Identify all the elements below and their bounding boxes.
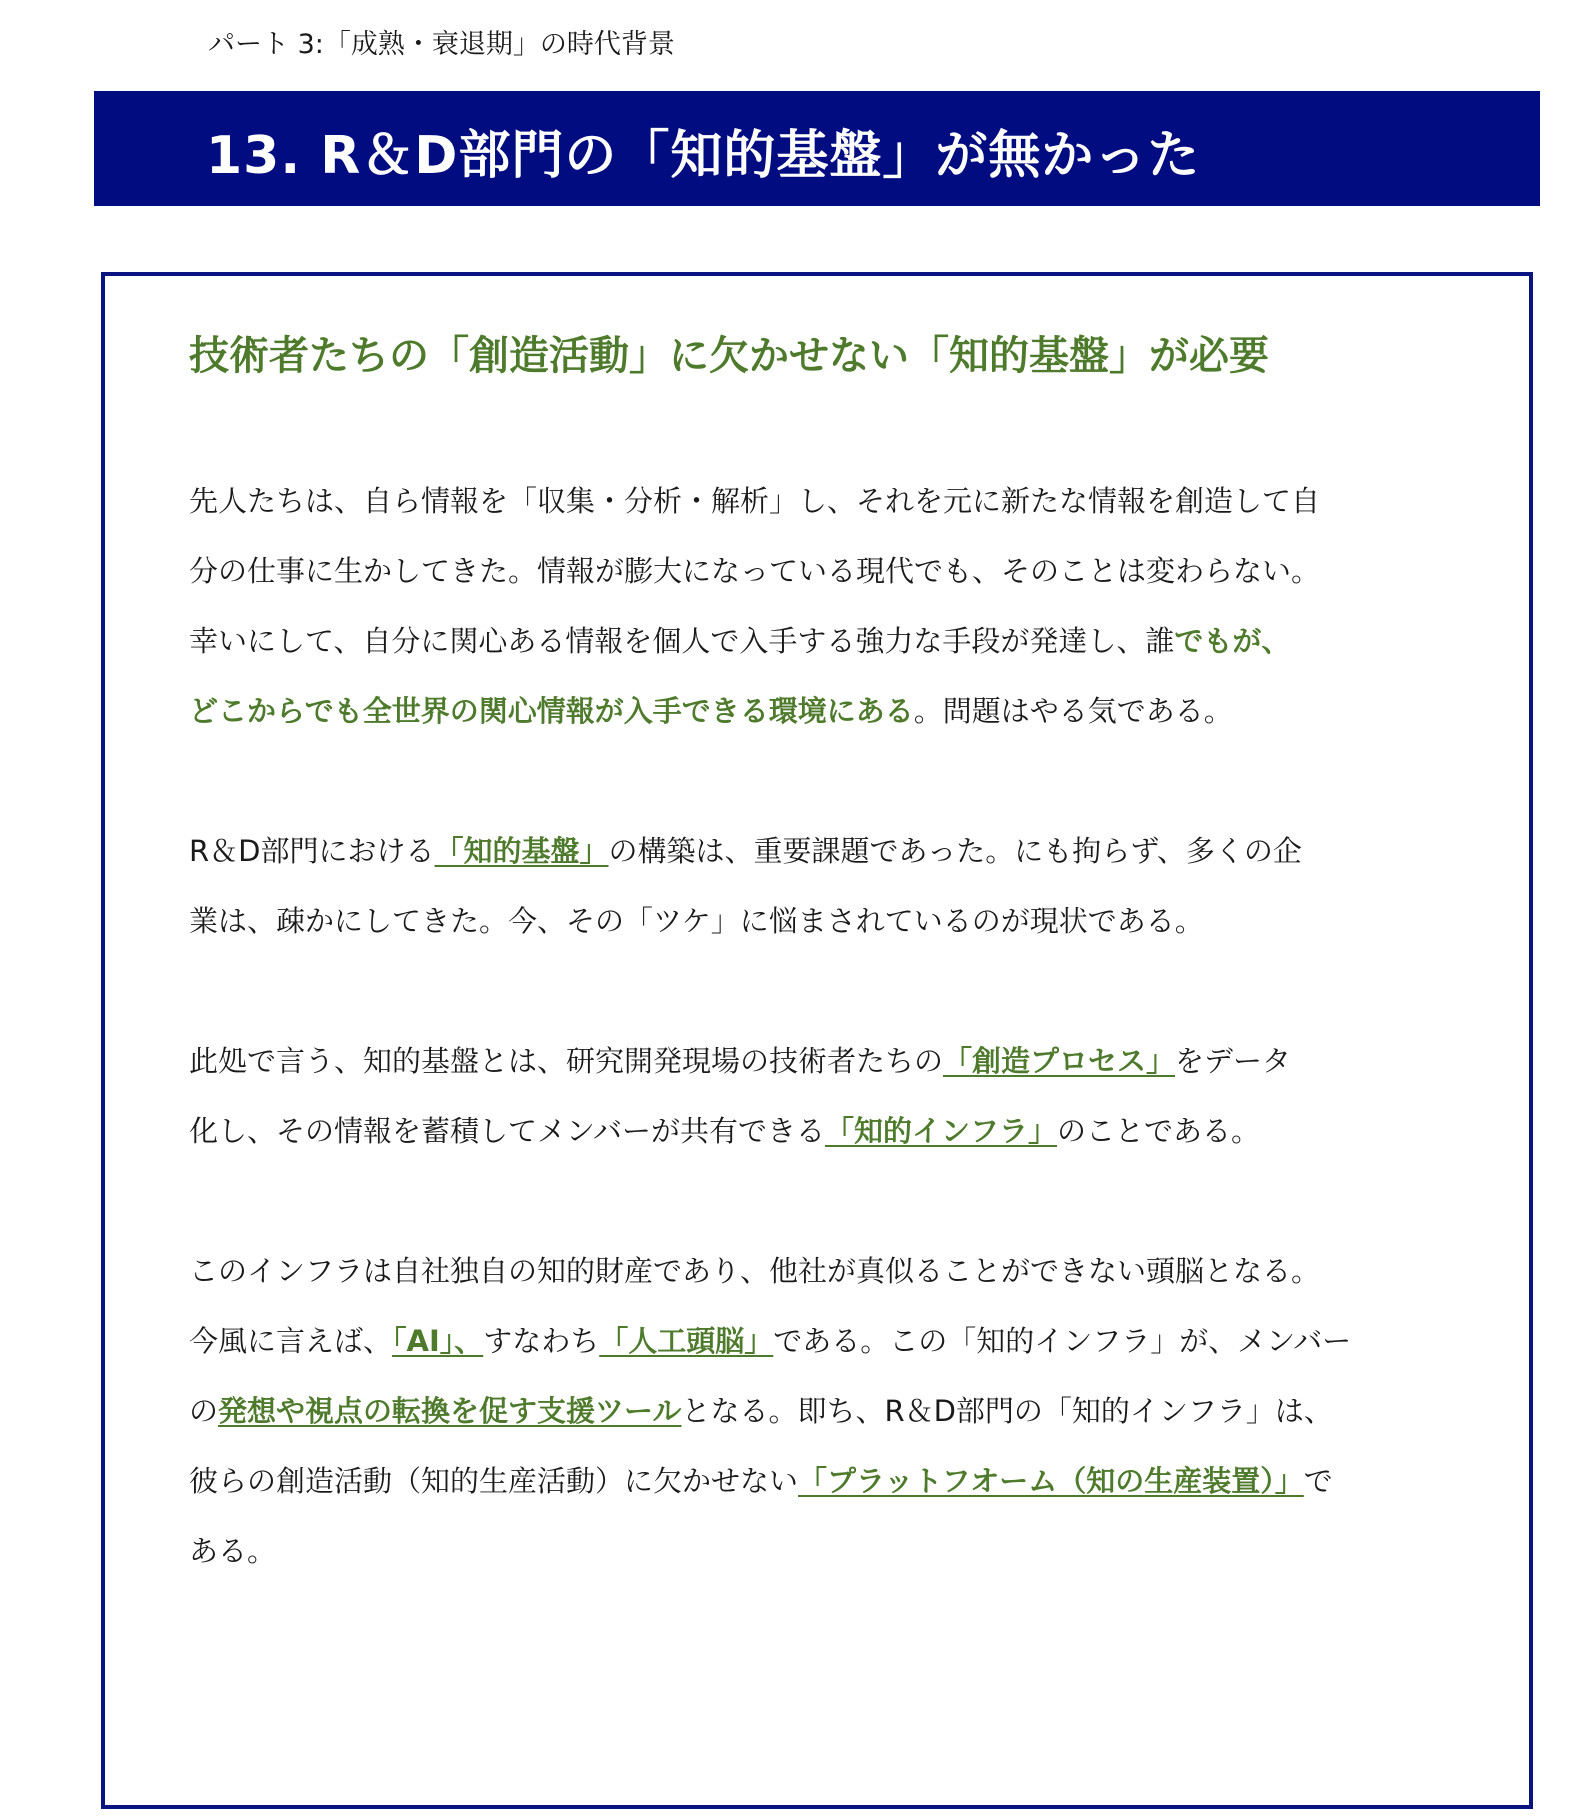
p1-line-4 <box>189 676 1439 746</box>
paragraph-4 <box>189 1236 1439 1586</box>
p3-line-1 <box>189 1026 1439 1096</box>
p1-highlight-start: でもが、 <box>1174 624 1291 658</box>
paragraph-3 <box>189 1026 1439 1166</box>
p4-line-1: このインフラは自社独自の知的財産であり、他社が真似ることができない頭脳となる。 <box>189 1254 1321 1288</box>
section-heading: 技術者たちの「創造活動」に欠かせない「知的基盤」が必要 <box>189 333 1269 379</box>
p4-line-2-text-c: である。この「知的インフラ」が、メンバー <box>773 1324 1352 1358</box>
p1-line-4-text: 。問題はやる気である。 <box>913 694 1233 728</box>
p1-line-3 <box>189 606 1439 676</box>
part-label: パート 3:「成熟・衰退期」の時代背景 <box>208 29 675 60</box>
p4-line-2-text-a: 今風に言えば、 <box>189 1324 393 1358</box>
p3-line-2 <box>189 1096 1439 1166</box>
p1-line-3-text: 幸いにして、自分に関心ある情報を個人で入手する強力な手段が発達し、誰 <box>189 624 1175 658</box>
p2-line-1-text-a: R＆D部門における <box>189 834 435 868</box>
page-title: 13. R＆D部門の「知的基盤」が無かった <box>206 126 1201 186</box>
p1-line-1: 先人たちは、自ら情報を「収集・分析・解析」し、それを元に新たな情報を創造して自 <box>189 484 1321 518</box>
p3-line-1-text-a: 此処で言う、知的基盤とは、研究開発現場の技術者たちの <box>189 1044 944 1078</box>
p4-line-5: ある。 <box>189 1534 277 1568</box>
p1-highlight-end: どこからでも全世界の関心情報が入手できる環境にある <box>189 694 914 728</box>
p1-line-2: 分の仕事に生かしてきた。情報が膨大になっている現代でも、そのことは変わらない。 <box>189 554 1321 588</box>
link-shien-tool[interactable]: 発想や視点の転換を促す支援ツール <box>218 1394 682 1428</box>
p4-line-2-text-b: すなわち <box>483 1324 600 1358</box>
link-chiteki-kiban[interactable]: 「知的基盤」 <box>434 834 609 868</box>
p4-line-2 <box>189 1306 1439 1376</box>
p4-line-3-text-a: の <box>189 1394 219 1428</box>
p2-line-1 <box>189 816 1439 886</box>
p4-line-4-text-b: で <box>1303 1464 1333 1498</box>
p3-line-2-text-b: のことである。 <box>1057 1114 1261 1148</box>
p4-line-3-text-b: となる。即ち、R＆D部門の「知的インフラ」は、 <box>681 1394 1333 1428</box>
content-box <box>101 272 1533 1809</box>
link-platform[interactable]: 「プラットフオーム（知の生産装置）」 <box>798 1464 1304 1498</box>
p2-line-2: 業は、疎かにしてきた。今、その「ツケ」に悩まされているのが現状である。 <box>189 904 1204 938</box>
p4-line-4-text-a: 彼らの創造活動（知的生産活動）に欠かせない <box>189 1464 799 1498</box>
link-chiteki-infra[interactable]: 「知的インフラ」 <box>824 1114 1057 1148</box>
link-ai[interactable]: 「AI」、 <box>392 1324 484 1358</box>
paragraph-2 <box>189 816 1439 956</box>
link-souzou-process[interactable]: 「創造プロセス」 <box>943 1044 1176 1078</box>
p2-line-1-text-b: の構築は、重要課題であった。にも拘らず、多くの企 <box>608 834 1302 868</box>
p4-line-3 <box>189 1376 1439 1446</box>
paragraph-1 <box>189 466 1439 746</box>
p4-line-4 <box>189 1446 1439 1516</box>
link-jinkou-zunou[interactable]: 「人工頭脳」 <box>599 1324 774 1358</box>
p3-line-2-text-a: 化し、その情報を蓄積してメンバーが共有できる <box>189 1114 825 1148</box>
p3-line-1-text-b: をデータ <box>1175 1044 1292 1078</box>
title-banner <box>94 91 1540 206</box>
